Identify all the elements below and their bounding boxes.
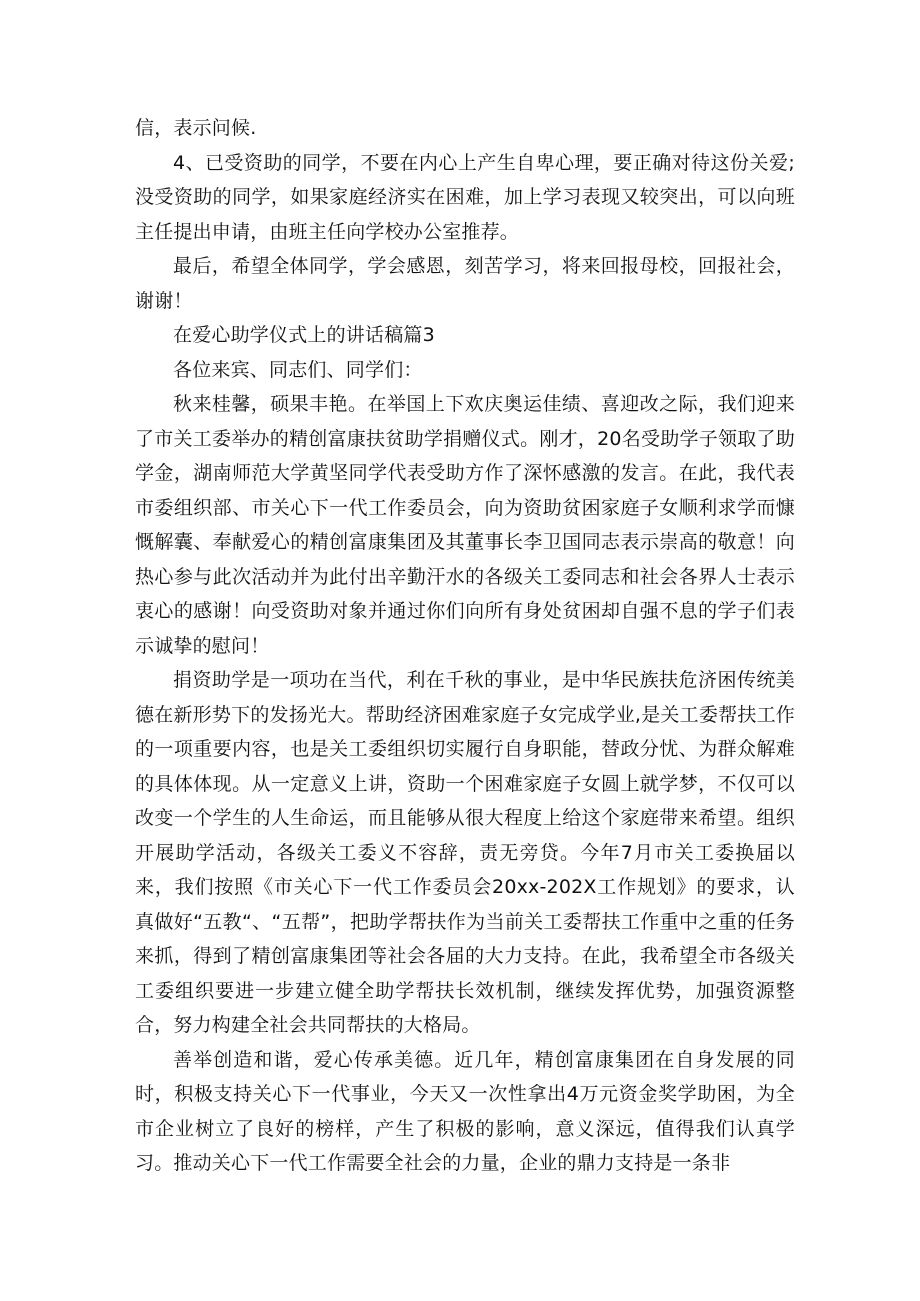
paragraph-8: 善举创造和谐，爱心传承美德。近几年，精创富康集团在自身发展的同时，积极支持关心下一代事业，今天又一次性拿出4万元资金奖学助困，为全市企业树立了良好的榜样，产生了积极的影响，意义深远，值得我们认真学习。推动关心下一代工作需要全社会的力量，企业的鼎力支持是一条非 xyxy=(135,1048,795,1174)
paragraph-2: 4、已受资助的同学，不要在内心上产生自卑心理，要正确对待这份关爱; 没受资助的同学，如果家庭经济实在困难，加上学习表现又较突出，可以向班主任提出申请，由班主任向学校办公室推荐。 xyxy=(135,151,795,243)
paragraph-1: 信，表示问候. xyxy=(135,117,257,139)
paragraph-6: 秋来桂馨，硕果丰艳。在举国上下欢庆奥运佳绩、喜迎改之际，我们迎来了市关工委举办的精创富康扶贫助学捐赠仪式。刚才，20名受助学子领取了助学金，湖南师范大学黄坚同学代表受助方作了深怀感激的发言。在此，我代表市委组织部、市关心下一代工作委员会，向为资助贫困家庭子女顺利求学而慷慨解囊、奉献爱心的精创富康集团及其董事长李卫国同志表示崇高的敬意！向热心参与此次活动并为此付出辛勤汗水的各级关工委同志和社会各界人士表示衷心的感谢！向受资助对象并通过你们向所有身处贫困却自强不息的学子们表示诚挚的慰问！ xyxy=(135,393,795,657)
paragraph-7: 捐资助学是一项功在当代，利在千秋的事业，是中华民族扶危济困传统美德在新形势下的发扬光大。帮助经济困难家庭子女完成学业,是关工委帮扶工作的一项重要内容，也是关工委组织切实履行自身职能，替政分忧、为群众解难的具体体现。从一定意义上讲，资助一个困难家庭子女圆上就学梦，不仅可以改变一个学生的人生命运，而且能够从很大程度上给这个家庭带来希望。组织开展助学活动，各级关工委义不容辞，责无旁贷。今年7月市关工委换届以来，我们按照《市关心下一代工作委员会20xx-202X工作规划》的要求，认真做好“五教“、“五帮”，把助学帮扶作为当前关工委帮扶工作重中之重的任务来抓，得到了精创富康集团等社会各届的大力支持。在此，我希望全市各级关工委组织要进一步建立健全助学帮扶长效机制，继续发挥优势，加强资源整合，努力构建全社会共同帮扶的大格局。 xyxy=(135,669,795,1036)
section-heading: 在爱心助学仪式上的讲话稿篇3 xyxy=(173,324,435,346)
document-page xyxy=(135,111,795,1181)
salutation: 各位来宾、同志们、同学们： xyxy=(173,358,423,381)
paragraph-3: 最后，希望全体同学，学会感恩，刻苦学习，将来回报母校，回报社会，谢谢！ xyxy=(135,255,795,312)
